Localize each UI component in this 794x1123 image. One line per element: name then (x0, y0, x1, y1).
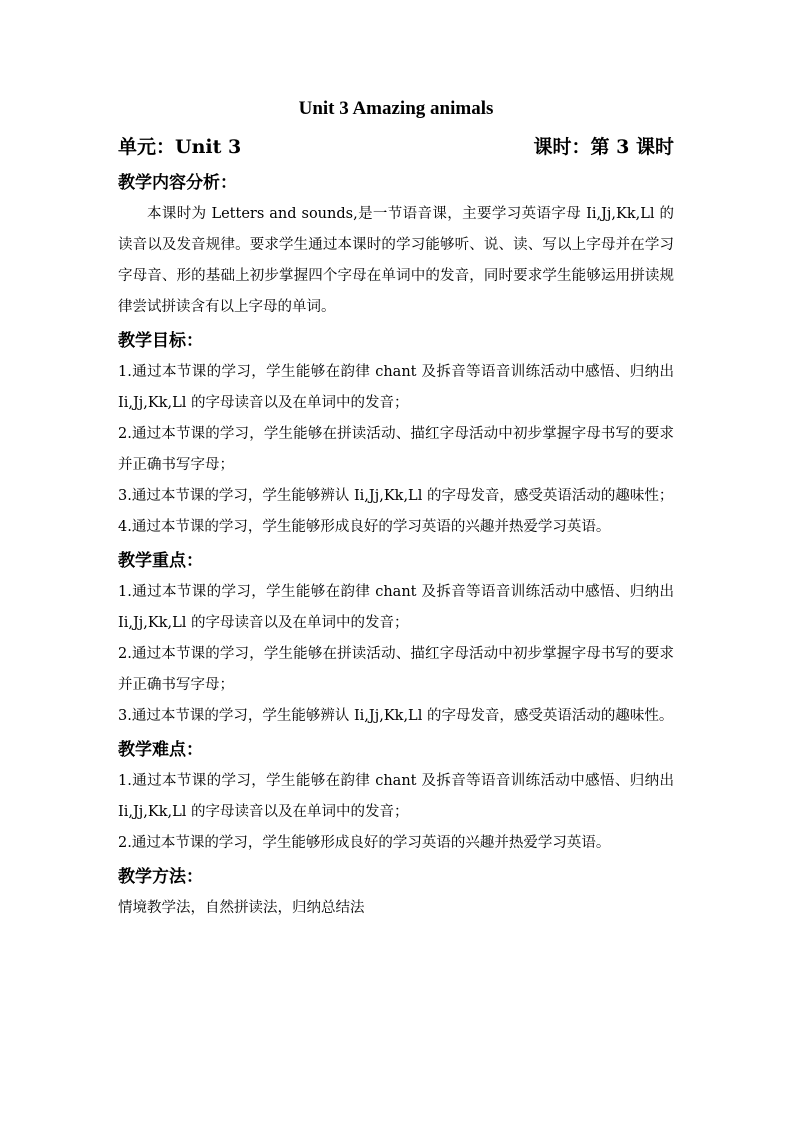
section-paragraph: 本课时为 Letters and sounds,是一节语音课，主要学习英语字母 Ii,Jj,Kk,Ll 的读音以及发音规律。要求学生通过本课时的学习能够听、说、读、写以上字母并在学习字母音、形的基础上初步掌握四个字母在单词中的发音，同时要求学生能够运用拼读规律尝试拼读含有以上字母的单词。 (118, 206, 674, 315)
list-item: 1.通过本节课的学习，学生能够在韵律 chant 及拆音等语音训练活动中感悟、归纳出 Ii,Jj,Kk,Ll 的字母读音以及在单词中的发音； (118, 584, 674, 631)
section-content-analysis (118, 171, 674, 323)
unit-label: 单元：Unit 3 (118, 136, 242, 158)
period-label: 课时：第 3 课时 (533, 136, 674, 158)
list-item: 4.通过本节课的学习，学生能够形成良好的学习英语的兴趣并热爱学习英语。 (118, 519, 611, 535)
document-title: Unit 3 Amazing animals (298, 98, 494, 119)
section-heading: 教学重点： (118, 551, 203, 571)
section-difficulties (118, 738, 674, 859)
list-item: 1.通过本节课的学习，学生能够在韵律 chant 及拆音等语音训练活动中感悟、归纳出 Ii,Jj,Kk,Ll 的字母读音以及在单词中的发音； (118, 773, 674, 820)
section-methods (118, 865, 674, 924)
section-heading: 教学方法： (118, 867, 203, 887)
section-heading: 教学难点： (118, 740, 203, 760)
list-item: 2.通过本节课的学习，学生能够在拼读活动、描红字母活动中初步掌握字母书写的要求并正确书写字母； (118, 646, 674, 693)
unit-period-row (118, 133, 674, 161)
list-item: 2.通过本节课的学习，学生能够形成良好的学习英语的兴趣并热爱学习英语。 (118, 835, 611, 851)
section-paragraph: 情境教学法，自然拼读法，归纳总结法 (118, 900, 365, 916)
section-objectives (118, 329, 674, 543)
section-heading: 教学目标： (118, 331, 203, 351)
document-page (118, 95, 674, 924)
list-item: 3.通过本节课的学习，学生能够辨认 Ii,Jj,Kk,Ll 的字母发音，感受英语活动的趣味性； (118, 488, 674, 504)
section-heading: 教学内容分析： (118, 173, 237, 193)
list-item: 2.通过本节课的学习，学生能够在拼读活动、描红字母活动中初步掌握字母书写的要求并正确书写字母； (118, 426, 674, 473)
section-key-points (118, 549, 674, 732)
list-item: 3.通过本节课的学习，学生能够辨认 Ii,Jj,Kk,Ll 的字母发音，感受英语活动的趣味性。 (118, 708, 674, 724)
list-item: 1.通过本节课的学习，学生能够在韵律 chant 及拆音等语音训练活动中感悟、归纳出 Ii,Jj,Kk,Ll 的字母读音以及在单词中的发音； (118, 364, 674, 411)
